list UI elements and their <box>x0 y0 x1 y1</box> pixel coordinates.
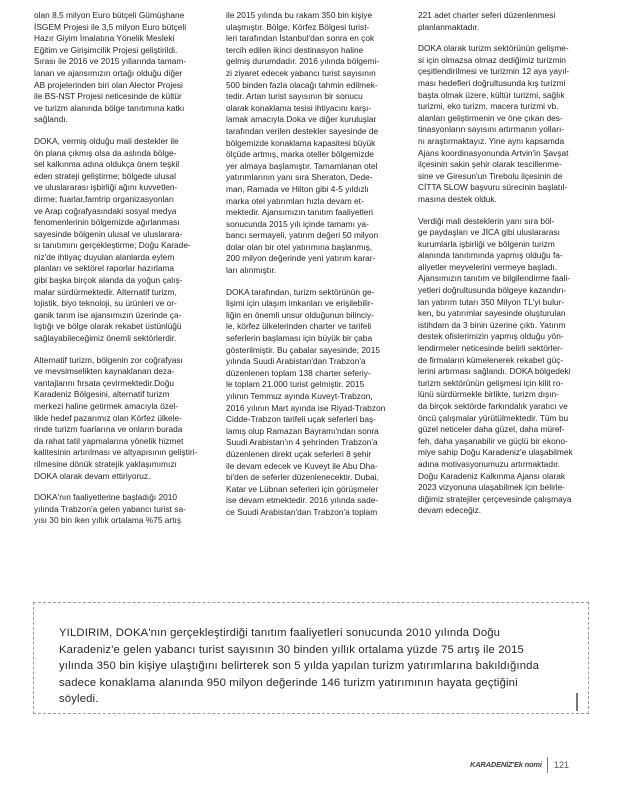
paragraph: 221 adet charter seferi düzenlenmesi planlanmaktadır. <box>418 10 556 32</box>
pull-quote-box <box>33 602 589 714</box>
paragraph: Verdiği mali desteklerin yanı sıra böl- ge paydaşları ve JİCA gibi uluslararası kurumlarla işbirliği ve bölgenin turizm alanında tanıtımında yapmış olduğu fa- aliyetler meyvelerini vermeye başladı. Ajansımızın tanıtım ve bilgilendirme faali- yetleri doğrultusunda bölgeye kazandırı- lan yatırım tutarı 350 Milyon TL'yi bulur- ken, bu yatırımlar sayesinde oluşturulan istihdam da 3 binin üzerine çıktı. Yatırım destek ofislerimizin yapmış olduğu yön- lendirmeler neticesinde belirli sektörler- de firmaların kümelenerek rekabet güç- lerini artırması sağlandı. DOKA bölgedeki turizm sektörünün gelişmesi için kilit ro- lünü sürdürmekle birlikte, turizm dışın- da birçok sektörde farkındalık yaratıcı ve öncü çalışmalar yürütülmektedir. Tüm bu güzel neticeler daha güzel, daha müref- feh, daha yaşanabilir ve güçlü bir ekono- miye sahip Doğu Karadeniz'e ulaşabilmek adına motivasyonumuzu artırmaktadır. Doğu Karadeniz Kalkınma Ajansı olarak 2023 vizyonuna ulaşabilmek için belirle- diğimiz stratejiler çerçevesinde çalışmaya devam edeceğiz. <box>418 215 573 516</box>
quote-accent-bar <box>576 693 578 711</box>
paragraph: DOKA tarafından, turizm sektörünün ge- lişimi için ulaşım imkanları ve erişilebilir- liğin en önemli unsur olduğunun bilinciy- le, körfez ülkelerinden charter ve tarifeli seferlerin başlaması için büyük bir çaba gösterilmiştir. Bu çabalar sayesinde; 2015 yılında Suudi Arabistan'dan Trabzon'a düzenlenen toplam 138 charter seferiy- le toplam 21.000 turist gelmiştir. 2015 yılının Temmuz ayında Kuveyt-Trabzon, 2016 yılının Mart ayında ise Riyad-Trabzon Cidde-Trabzon tarifeli uçak seferleri baş- lamış olup Ramazan Bayramı'ndan sonra Suudi Arabistan'ın 4 şehrinden Trabzon'a düzenlenen direkt uçak seferleri 8 şehir ile devam edecek ve Kuveyt ile Abu Dha- bi'den de seferler düzenlenecektir. Dubai, Katar ve Lübnan seferleri için görüşmeler ise devam etmektedir. 2016 yılında sade- ce Suudi Arabistan'dan Trabzon'a toplam <box>226 286 386 517</box>
paragraph: DOKA'nın faaliyetlerine başladığı 2010 yılında Trabzon'a gelen yabancı turist sa- yısı 30 bin iken yıllık ortalama %75 artış <box>34 492 186 526</box>
paragraph: olan 8,5 milyon Euro bütçeli Gümüşhane İSGEM Projesi ile 3,5 milyon Euro bütçeli Hazır Giyim İmalatına Yönelik Mesleki Eğitim ve Girişimcilik Projesi geliştirildi. Sırası ile 2016 ve 2015 yıllarında tamam- lanan ve ajansımızın ortağı olduğu diğer AB projelerinden biri olan Alector Projesi ile BS-NST Projesi neticesinde de kültür ve turizm alanında bölge tanıtımına katkı sağlandı. <box>34 10 187 125</box>
column-2 <box>226 10 396 592</box>
article-columns <box>34 10 588 592</box>
pull-quote-text: YILDIRIM, DOKA'nın gerçekleştirdiği tanıtım faaliyetleri sonucunda 2010 yılında Doğu Karadeniz'e gelen yabancı turist sayısının 30 binden yıllık ortalama yüzde 75 artış ile 2015 yılında 350 bin kişiye ulaştığını belirterek son 5 yılda yapılan turizm yatırımlarına bakıldığında sadece konaklama alanında 950 milyon değerinde 146 turizm yatırımının hayata geçtiğini söyledi. <box>59 627 539 706</box>
column-3 <box>418 10 588 592</box>
magazine-logo: KARADENİZ'Ek nomi <box>470 760 542 769</box>
paragraph: ile 2015 yılında bu rakam 350 bin kişiye ulaşmıştır. Bölge, Körfez Bölgesi turist- leri tarafından İstanbul'dan sonra en çok tercih edilen ikinci destinasyon haline gelmiş durumdadır. 2016 yılında bölgemi- zi ziyaret edecek yabancı turist sayısının 500 binden fazla olacağı tahmin edilmek- tedir. Artan turist sayısının bir sonucu olarak konaklama tesisi ihtiyacını karşı- lamak amacıyla Doka ve diğer kuruluşlar tarafından verilen destekler sayesinde de bölgemizde konaklama kapasitesi büyük ölçüde artmış, marka oteller bölgemizde yer almaya başlamıştır. Tamamlanan otel yatırımlarının yanı sıra Sheraton, Dede- man, Ramada ve Hilton gibi 4-5 yıldızlı marka otel yatırımları hızla devam et- mektedir. Ajansımızın tanıtım faaliyetleri sonucunda 2015 yılı içinde tamamı ya- bancı sermayeli, yatırım değeri 50 milyon dolar olan bir otel yatırımına başlanmış, 200 milyon değerinde yeni yatırım karar- ları alınmıştır. <box>226 10 380 276</box>
paragraph: Alternatif turizm, bölgenin zor coğrafyası ve mevsimselikten kaynaklanan deza- vantajlarını fırsata çevirmektedir.Doğu Karadeniz Bölgesini, alternatif turizm merkezi haline getirmek amacıyla özel- likle hedef pazarımız olan Körfez ülkele- rinde turizm fuarlarına ve onların burada da rahat tatil yapmalarına yönelik hizmet kalitesinin artırılması ve altyapısının geliştiri- rilmesine dönük stratejik yaklaşımımızı DOKA olarak devam ettiriyoruz. <box>34 354 198 481</box>
paragraph: DOKA olarak turizm sektörünün gelişme- si için olmazsa olmaz dediğimiz turizmin çeşitlendirilmesi ve turizmin 12 aya yayıl- ması hedefleri doğrultusunda kış turizmi başta olmak üzere, kültür turizmi, sağlık turizmi, eko turizm, macera turizmi vb. alanları geliştirmenin ve öne çıkan des- tinasyonların sayısını artırmanın yolları- nı araştırmaktayız. Yine aynı kapsamda Ajans koordinasyonunda Artvin'in Şavşat ilçesinin sakin şehir olarak tescillenme- sine ve Giresun'un Tirebolu ilçesinin de CİTTA SLOW başvuru sürecinin başlatıl- masına destek olduk. <box>418 43 570 204</box>
page-number: 121 <box>554 760 570 770</box>
paragraph: DOKA, vermiş olduğu mali destekler ile ön plana çıkmış olsa da aslında bölge- sel kalkınma adına oldukça önem teşkil eden strateji geliştirme; bölgede ulusal ve uluslararası işbirliği ağını kuvvetlen- dirme; fuarlar,famtrip organizasyonları ve Arap coğrafyasındaki sosyal medya fenomenlerinin bölgemizde ağırlanması sayesinde bölgenin ulusal ve uluslarara- sı tanıtımını gerçekleştirme; Doğu Karade- niz'de ihtiyaç duyulan alanlarda eylem planları ve sektörel raporlar hazırlama gibi başka birçok alanda da yoğun çalış- malar sürdürmektedir. Alternatif turizm, lojistik, biyo teknoloji, su ürünleri ve or- ganik tarım ise ajansımızın üzerinde ça- lıştığı ve bölge olarak rekabet üstünlüğü sağlayabileceğimiz önemli sektörlerdir. <box>34 135 191 344</box>
column-1 <box>34 10 204 592</box>
page-footer <box>470 757 590 775</box>
footer-divider <box>547 757 548 773</box>
